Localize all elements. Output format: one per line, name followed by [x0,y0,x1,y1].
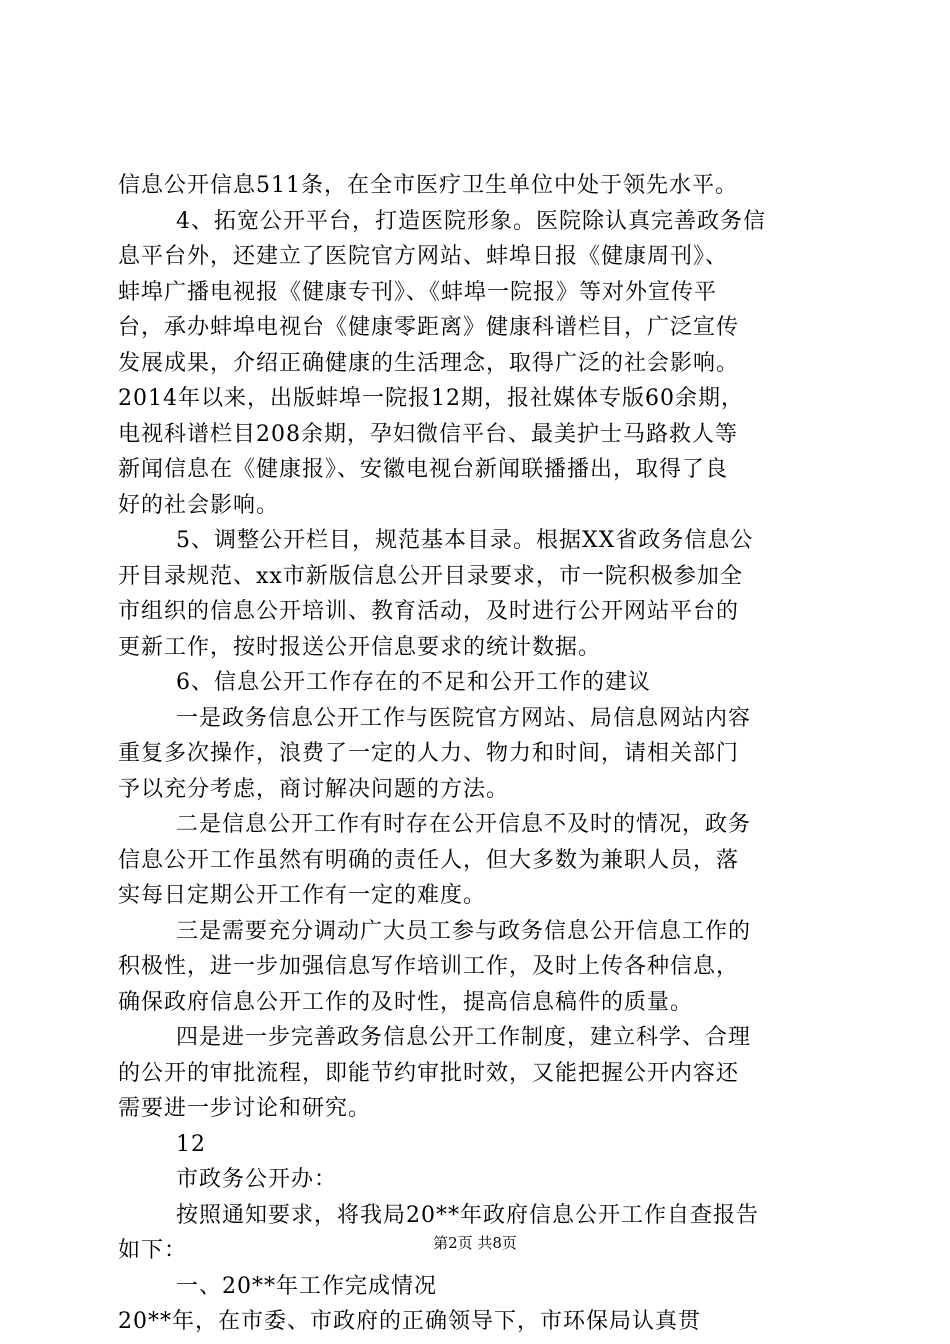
text-line: 好的社会影响。 [118,492,280,518]
text-line: 20**年，在市委、市政府的正确领导下，市环保局认真贯 [118,1309,701,1334]
text-line: 4、拓宽公开平台，打造医院形象。医院除认真完善政务信 [176,208,766,234]
document-body [118,168,838,1340]
text-line: 息平台外，还建立了医院官方网站、蚌埠日报《健康周刊》、 [118,244,729,269]
text-line: 一是政务信息公开工作与医院官方网站、局信息网站内容 [176,705,752,731]
text-line: 实每日定期公开工作有一定的难度。 [118,883,487,908]
text-line: 如下： [118,1238,188,1263]
text-line: 信息公开工作虽然有明确的责任人，但大多数为兼职人员，落 [118,847,740,873]
text-line: 一、20**年工作完成情况 [176,1273,437,1299]
text-line: 二是信息公开工作有时存在公开信息不及时的情况，政务 [176,812,752,837]
text-line: 确保政府信息公开工作的及时性，提高信息稿件的质量。 [118,989,694,1015]
text-line: 市组织的信息公开培训、教育活动，及时进行公开网站平台的 [118,599,740,624]
text-line: 蚌埠广播电视报《健康专刊》、《蚌埠一院报》等对外宣传平 [118,279,718,305]
text-line: 信息公开信息511条，在全市医疗卫生单位中处于领先水平。 [118,173,738,198]
text-line: 2014年以来，出版蚌埠一院报12期，报社媒体专版60余期， [118,386,744,411]
text-line: 新闻信息在《健康报》、安徽电视台新闻联播播出，取得了良 [118,457,729,482]
text-line: 市政务公开办： [176,1167,338,1192]
text-line: 的公开的审批流程，即能节约审批时效，又能把握公开内容还 [118,1060,740,1086]
text-line: 12 [176,1131,206,1157]
text-line: 更新工作，按时报送公开信息要求的统计数据。 [118,634,602,660]
text-line: 6、信息公开工作存在的不足和公开工作的建议 [176,670,651,695]
text-line: 发展成果，介绍正确健康的生活理念，取得广泛的社会影响。 [118,350,740,376]
text-line: 三是需要充分调动广大员工参与政务信息公开信息工作的 [176,918,752,944]
text-line: 积极性，进一步加强信息写作培训工作，及时上传各种信息， [118,954,740,979]
text-line: 电视科谱栏目208余期，孕妇微信平台、最美护士马路救人等 [118,421,738,447]
text-line: 按照通知要求，将我局20**年政府信息公开工作自查报告 [176,1202,759,1228]
page-footer: 第2页 共8页 [433,1234,517,1252]
text-line: 台，承办蚌埠电视台《健康零距离》健康科谱栏目，广泛宣传 [118,315,740,340]
text-line: 5、调整公开栏目，规范基本目录。根据XX省政务信息公 [176,528,754,553]
text-line: 予以充分考虑，商讨解决问题的方法。 [118,776,510,802]
text-line: 开目录规范、xx市新版信息公开目录要求，市一院积极参加全 [118,563,743,589]
text-line: 需要进一步讨论和研究。 [118,1096,372,1121]
text-line: 四是进一步完善政务信息公开工作制度，建立科学、合理 [176,1025,752,1050]
text-line: 重复多次操作，浪费了一定的人力、物力和时间，请相关部门 [118,741,740,766]
